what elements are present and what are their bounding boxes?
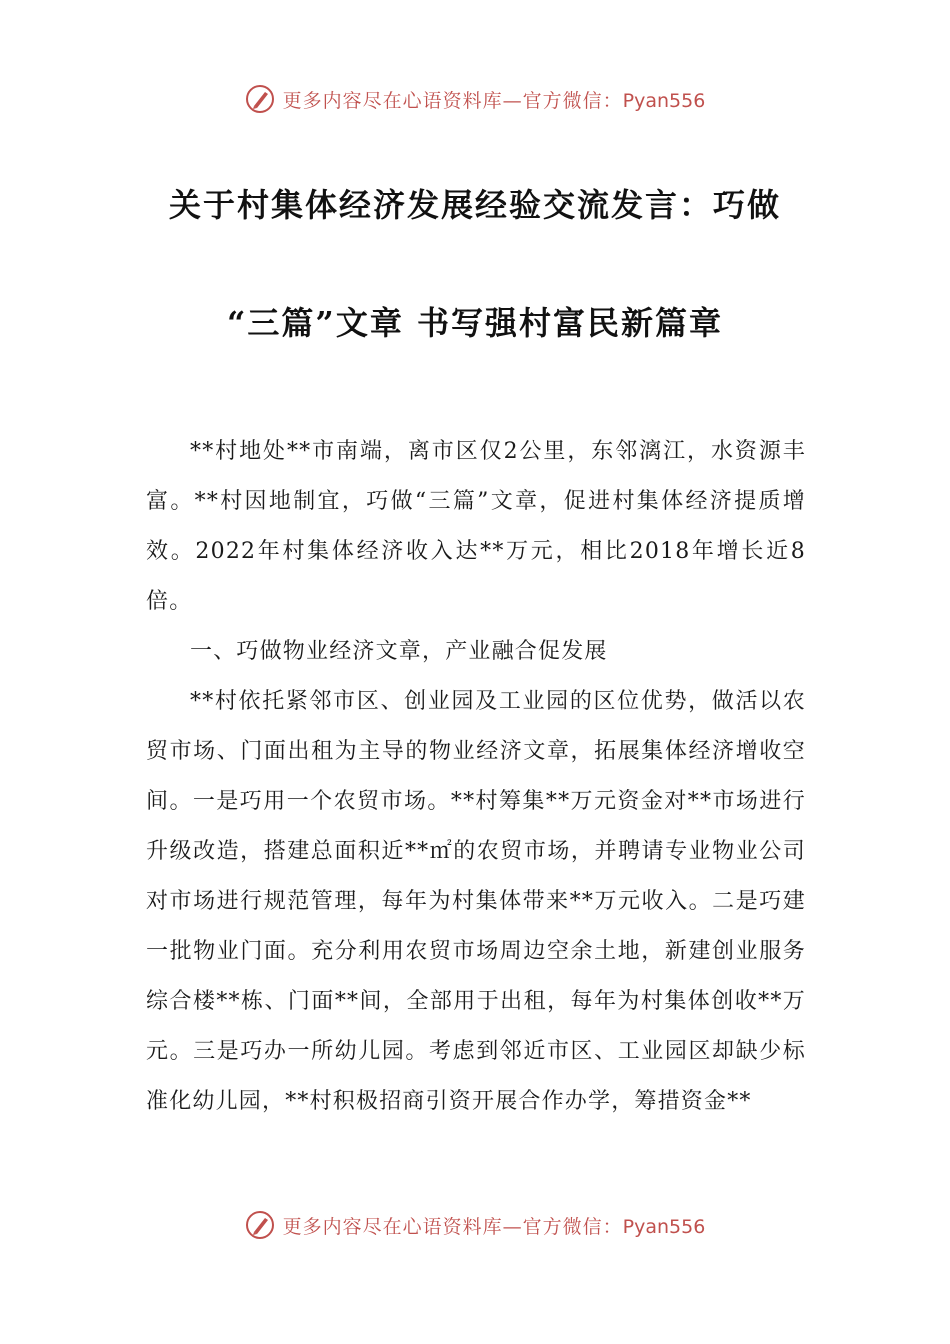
pen-logo-icon — [245, 84, 275, 114]
header-watermark — [0, 84, 950, 114]
watermark-text: 更多内容尽在心语资料库—官方微信：Pyan556 — [282, 89, 706, 112]
paragraph-intro: **村地处**市南端，离市区仅2公里，东邻漓江，水资源丰富。**村因地制宜，巧做“三篇”文章，促进村集体经济提质增效。2022年村集体经济收入达**万元，相比2018年增长近8倍。 — [146, 439, 806, 614]
watermark-text: 更多内容尽在心语资料库—官方微信：Pyan556 — [282, 1215, 706, 1238]
watermark-wechat-id: Pyan556 — [622, 89, 706, 112]
footer-watermark — [0, 1210, 950, 1240]
section-heading: 一、巧做物业经济文章，产业融合促发展 — [190, 639, 608, 664]
document-title-line-2: “三篇”文章 书写强村富民新篇章 — [227, 304, 723, 342]
document-body — [146, 427, 806, 1127]
pen-logo-icon — [245, 1210, 275, 1240]
paragraph-section-1: **村依托紧邻市区、创业园及工业园的区位优势，做活以农贸市场、门面出租为主导的物业经济文章，拓展集体经济增收空间。一是巧用一个农贸市场。**村筹集**万元资金对**市场进行升级改造，搭建总面积近**㎡的农贸市场，并聘请专业物业公司对市场进行规范管理，每年为村集体带来**万元收入。二是巧建一批物业门面。充分利用农贸市场周边空余土地，新建创业服务综合楼**栋、门面**间，全部用于出租，每年为村集体创收**万元。三是巧办一所幼儿园。考虑到邻近市区、工业园区却缺少标准化幼儿园，**村积极招商引资开展合作办学，筹措资金** — [146, 689, 806, 1114]
watermark-wechat-id: Pyan556 — [622, 1215, 706, 1238]
document-title-line-1: 关于村集体经济发展经验交流发言：巧做 — [168, 186, 781, 224]
